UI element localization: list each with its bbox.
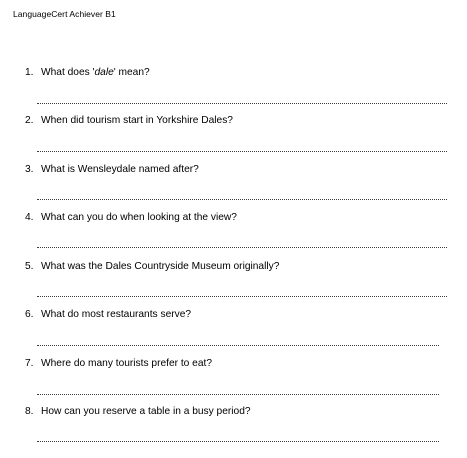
answer-line-3[interactable] (37, 199, 447, 200)
answer-line-7[interactable] (37, 394, 439, 395)
answer-line-1[interactable] (37, 103, 447, 104)
question-text: Where do many tourists prefer to eat? (41, 358, 213, 369)
question-number: 2. (25, 115, 34, 126)
question-1 (25, 67, 150, 78)
question-text: What do most restaurants serve? (41, 309, 192, 320)
question-number: 8. (25, 406, 34, 417)
question-emphasis: dale (94, 67, 114, 78)
question-number: 7. (25, 358, 34, 369)
question-text: What was the Dales Countryside Museum originally? (41, 261, 280, 272)
question-text-after: ' mean? (113, 67, 150, 78)
question-number: 4. (25, 212, 34, 223)
answer-line-8[interactable] (37, 441, 439, 442)
question-text: When did tourism start in Yorkshire Dales? (41, 115, 233, 126)
question-text: What can you do when looking at the view? (41, 212, 237, 223)
question-number: 5. (25, 261, 34, 272)
question-5 (25, 261, 279, 272)
answer-line-4[interactable] (37, 247, 447, 248)
question-3 (25, 164, 199, 175)
question-2 (25, 115, 233, 126)
answer-line-6[interactable] (37, 345, 439, 346)
page-header: LanguageCert Achiever B1 (13, 9, 116, 19)
question-number: 3. (25, 164, 34, 175)
question-text: What is Wensleydale named after? (41, 164, 199, 175)
question-number: 6. (25, 309, 34, 320)
answer-line-2[interactable] (37, 151, 447, 152)
question-text-before: What does ' (41, 67, 95, 78)
question-text: How can you reserve a table in a busy period? (41, 406, 251, 417)
question-number: 1. (25, 67, 34, 78)
question-4 (25, 212, 237, 223)
question-7 (25, 358, 212, 369)
question-8 (25, 406, 251, 417)
question-6 (25, 309, 191, 320)
answer-line-5[interactable] (37, 296, 447, 297)
